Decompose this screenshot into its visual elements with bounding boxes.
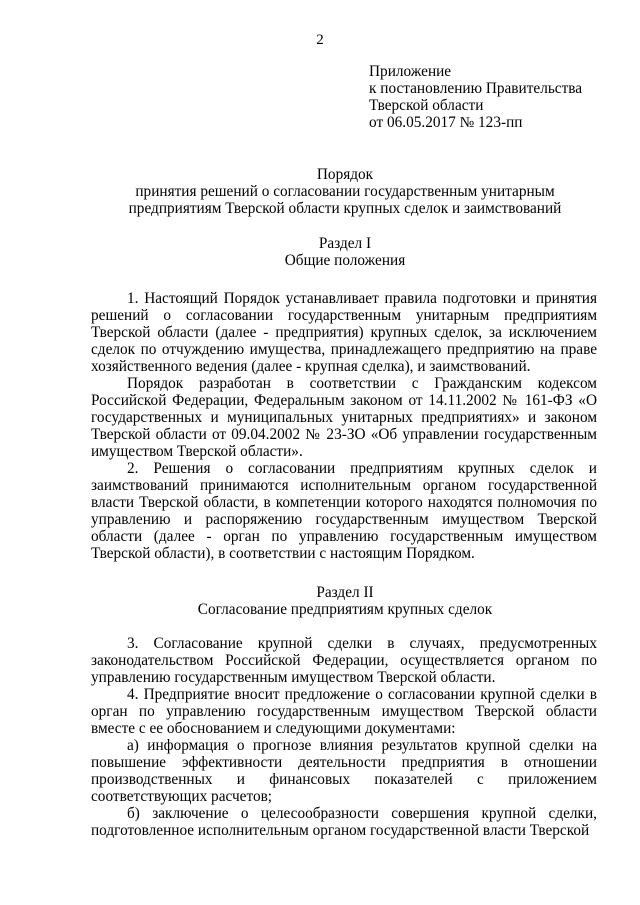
paragraph: 4. Предприятие вносит предложение о согласовании крупной сделки в орган по управлению государственным имуществом Тверской области вместе с ее обоснованием и следующими документами: bbox=[91, 686, 597, 737]
section-2-body bbox=[91, 635, 597, 839]
appendix-header bbox=[369, 63, 619, 131]
paragraph: Порядок разработан в соответствии с Гражданским кодексом Российской Федерации, Федеральным законом от 14.11.2002 № 161-ФЗ «О государственных и муниципальных унитарных предприятиях» и законом Тверской области от 09.04.2002 № 23-ЗО «Об управлении государственным имуществом Тверской области». bbox=[91, 375, 597, 460]
title-line: Порядок bbox=[316, 166, 374, 183]
appendix-line: Тверской области bbox=[369, 97, 484, 114]
section-name: Общие положения bbox=[284, 252, 406, 269]
appendix-line: к постановлению Правительства bbox=[369, 80, 583, 97]
appendix-line: Приложение bbox=[369, 63, 452, 80]
paragraph: б) заключение о целесообразности совершения крупной сделки, подготовленное исполнительным органом государственной власти Тверской bbox=[91, 805, 597, 839]
section-1-heading bbox=[60, 235, 630, 269]
title-line: принятия решений о согласовании государственным унитарным bbox=[135, 183, 555, 200]
title-line: предприятиям Тверской области крупных сделок и заимствований bbox=[128, 200, 562, 217]
paragraph: а) информация о прогнозе влияния результатов крупной сделки на повышение эффективности деятельности предприятия в отношении производственных и финансовых показателей с приложением соответствующих расчетов; bbox=[91, 737, 597, 805]
section-1-body bbox=[91, 290, 597, 562]
section-number: Раздел II bbox=[316, 584, 374, 601]
page-number: 2 bbox=[316, 32, 324, 48]
document-title bbox=[60, 166, 630, 217]
section-name: Согласование предприятиям крупных сделок bbox=[197, 601, 493, 618]
appendix-line: от 06.05.2017 № 123-пп bbox=[369, 114, 523, 131]
section-2-heading bbox=[60, 584, 630, 618]
section-number: Раздел I bbox=[318, 235, 372, 252]
paragraph: 1. Настоящий Порядок устанавливает правила подготовки и принятия решений о согласовании государственным унитарным предприятиям Тверской области (далее - предприятия) крупных сделок, за исключением сделок по отчуждению имущества, принадлежащего предприятию на праве хозяйственного ведения (далее - крупная сделка), и заимствований. bbox=[91, 290, 597, 375]
paragraph: 3. Согласование крупной сделки в случаях, предусмотренных законодательством Российской Федерации, осуществляется органом по управлению государственным имуществом Тверской области. bbox=[91, 635, 597, 686]
paragraph: 2. Решения о согласовании предприятиям крупных сделок и заимствований принимаются исполнительным органом государственной власти Тверской области, в компетенции которого находятся полномочия по управлению и распоряжению государственным имуществом Тверской области (далее - орган по управлению государственным имуществом Тверской области), в соответствии с настоящим Порядком. bbox=[91, 460, 597, 562]
